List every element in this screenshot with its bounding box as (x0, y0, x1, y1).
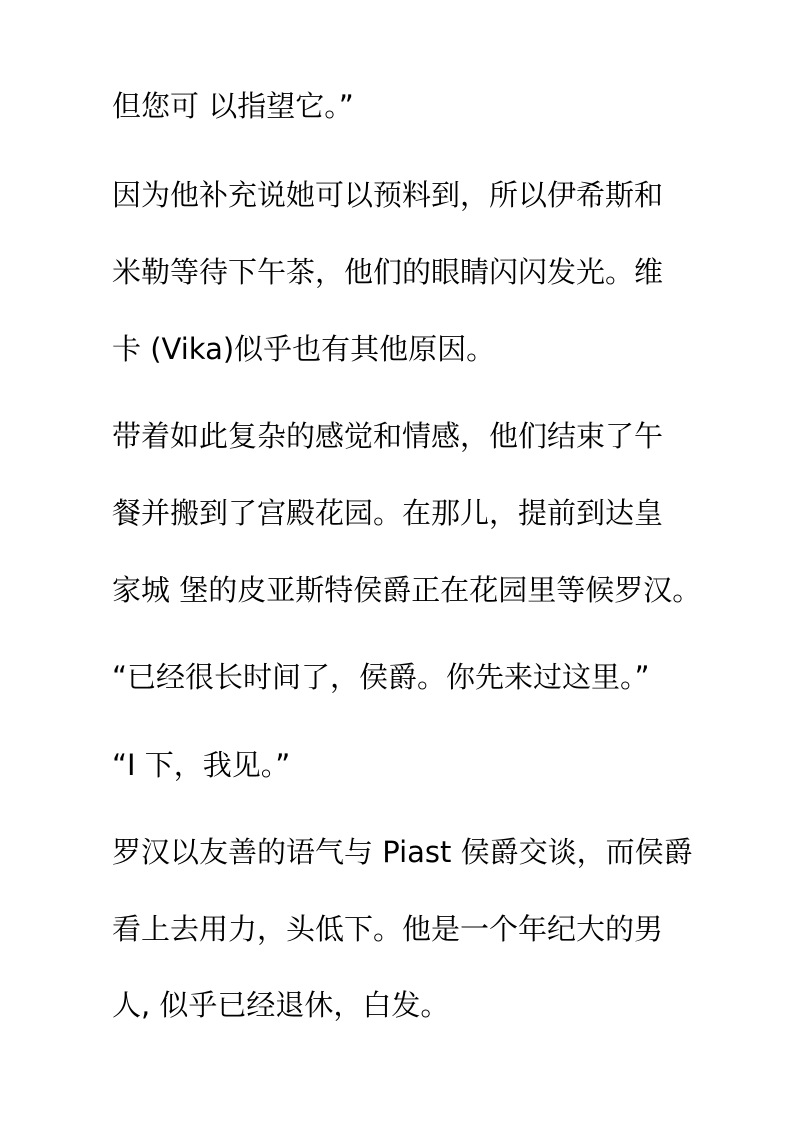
text-line-11: 看上去用力，头低下。他是一个年纪大的男 (112, 912, 664, 946)
text-line-9: “I 下，我见。” (112, 748, 291, 782)
text-line-10: 罗汉以友善的语气与 Piast 侯爵交谈，而侯爵 (112, 835, 693, 869)
text-line-7: 家城 堡的皮亚斯特侯爵正在花园里等候罗汉。 (112, 573, 702, 607)
text-line-12: 人, 似乎已经退休，白发。 (112, 988, 450, 1022)
text-line-1: 但您可 以指望它。” (112, 89, 354, 123)
text-line-8: “已经很长时间了，侯爵。你先来过这里。” (112, 660, 650, 694)
text-line-2: 因为他补充说她可以预料到，所以伊希斯和 (112, 178, 664, 212)
text-line-4: 卡 (Vika)似乎也有其他原因。 (112, 332, 496, 366)
text-line-6: 餐并搬到了宫殿花园。在那儿，提前到达皇 (112, 496, 664, 530)
text-line-3: 米勒等待下午茶，他们的眼睛闪闪发光。维 (112, 255, 664, 289)
text-line-5: 带着如此复杂的感觉和情感，他们结束了午 (112, 419, 664, 453)
